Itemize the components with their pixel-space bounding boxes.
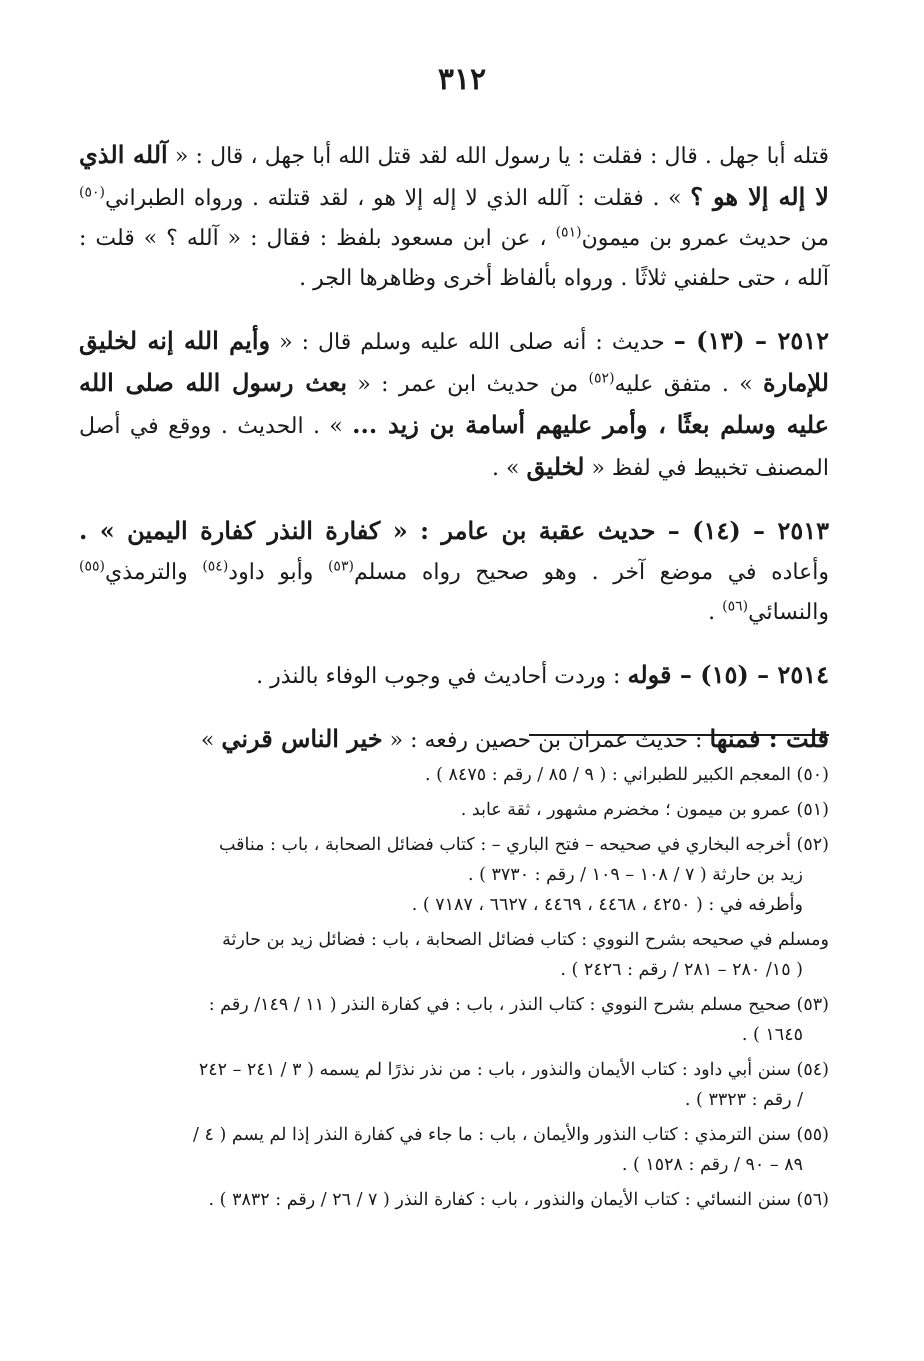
footnote-line: (٥٢) أخرجه البخاري في صحيحه – فتح الباري – : كتاب فضائل الصحابة ، باب : مناقب (218, 835, 829, 855)
entry-heading: قلت : فمنها (709, 724, 829, 753)
footnote-divider (529, 734, 829, 736)
footnote-line: (٥٦) سنن النسائي : كتاب الأيمان والنذور ، باب : كفارة النذر ( ٧ / ٢٦ / رقم : ٣٨٣٢ ) . (208, 1190, 829, 1210)
text-run: والنسائي (748, 600, 829, 625)
footnote-51 (74, 795, 829, 825)
main-text (79, 135, 829, 783)
footnote-52 (74, 830, 829, 920)
text-run: حديث : أنه صلى الله عليه وسلم قال : « (270, 330, 674, 355)
text-run: » . متفق عليه (614, 372, 764, 397)
footnote-line: (٥٤) سنن أبي داود : كتاب الأيمان والنذور ، باب : من نذر نذرًا لم يسمه ( ٣ / ٢٤١ – ٢٤٢ (198, 1060, 829, 1080)
footnote-56 (74, 1185, 829, 1215)
text-run: قتله أبا جهل . قال : فقلت : يا رسول الله لقد قتل الله أبا جهل ، قال : « (167, 144, 829, 169)
text-run: من حديث عمرو بن ميمون (581, 226, 829, 251)
paragraph-2512 (79, 321, 829, 489)
text-run: من حديث ابن عمر : « (347, 372, 589, 397)
footnote-line: / رقم : ٣٣٢٣ ) . (684, 1090, 803, 1110)
paragraph-qultu (79, 719, 829, 761)
footnote-line: ومسلم في صحيحه بشرح النووي : كتاب فضائل الصحابة ، باب : فضائل زيد بن حارثة (222, 930, 829, 950)
footnote-line: (٥٣) صحيح مسلم بشرح النووي : كتاب النذر ، باب : في كفارة النذر ( ١١ / ١٤٩/ رقم : (208, 995, 829, 1015)
footnote-ref: (٥٤) (202, 558, 229, 575)
footnote-line: ٨٩ – ٩٠ / رقم : ١٥٢٨ ) . (621, 1155, 803, 1175)
footnote-ref: (٥١) (555, 224, 582, 241)
text-run: » . فقلت : آلله الذي لا إله إلا هو ، لقد قتلته . ورواه الطبراني (104, 186, 691, 211)
entry-heading: ٢٥١٣ – (١٤) – حديث عقبة بن عامر : « كفارة النذر كفارة اليمين » . (79, 516, 829, 545)
quoted-hadith: آلله الذي لا إله إلا هو ؟ (79, 140, 829, 211)
footnote-ref: (٥٠) (79, 184, 105, 201)
paragraph-2513 (79, 511, 829, 633)
text-run: وأعاده في موضع آخر . وهو صحيح رواه مسلم (353, 560, 829, 585)
text-run: » (200, 728, 222, 753)
footnote-54 (74, 1055, 829, 1115)
footnote-50 (74, 760, 829, 790)
text-run: » . الحديث . ووقع في أصل المصنف تخبيط في لفظ « (79, 414, 829, 481)
paragraph-2514 (79, 655, 829, 697)
footnote-ref: (٥٦) (722, 598, 749, 615)
footnote-52-muslim (74, 925, 829, 985)
footnote-line: وأطرفه في : ( ٤٢٥٠ ، ٤٤٦٨ ، ٤٤٦٩ ، ٦٦٢٧ ، ٧١٨٧ ) . (411, 895, 803, 915)
quoted-word: لخليق (526, 452, 585, 481)
text-run: ، عن ابن مسعود بلفظ : فقال : « آلله ؟ » قلت : آلله ، حتى حلفني ثلاثًا . ورواه بألفاظ أخرى وظاهرها الجر . (79, 226, 829, 291)
entry-number: ٢٥١٢ – (١٣) – (673, 326, 829, 355)
paragraph-1 (79, 135, 829, 299)
footnote-ref: (٥٣) (327, 558, 354, 575)
footnote-line: زيد بن حارثة ( ٧ / ١٠٨ – ١٠٩ / رقم : ٣٧٣٠ ) . (467, 865, 803, 885)
footnote-line: (٥٠) المعجم الكبير للطبراني : ( ٩ / ٨٥ / رقم : ٨٤٧٥ ) . (425, 765, 829, 785)
text-run: : وردت أحاديث في وجوب الوفاء بالنذر . (256, 664, 628, 689)
text-run: » . (492, 456, 527, 481)
footnote-53 (74, 990, 829, 1050)
footnote-line: ( ١٥/ ٢٨٠ – ٢٨١ / رقم : ٢٤٢٦ ) . (560, 960, 803, 980)
entry-heading: ٢٥١٤ – (١٥) – قوله (627, 660, 829, 689)
footnote-55 (74, 1120, 829, 1180)
quoted-hadith: وأيم الله إنه لخليق للإمارة (79, 326, 829, 397)
quoted-hadith: بعث رسول الله صلى الله عليه وسلم بعثًا ، وأمر عليهم أسامة بن زيد ... (79, 368, 829, 439)
footnote-line: (٥١) عمرو بن ميمون ؛ مخضرم مشهور ، ثقة عابد . (460, 800, 829, 820)
text-run: . (708, 600, 723, 625)
footnotes (74, 760, 829, 1220)
footnote-ref: (٥٥) (79, 558, 105, 575)
footnote-line: ١٦٤٥ ) . (741, 1025, 803, 1045)
footnote-line: (٥٥) سنن الترمذي : كتاب النذور والأيمان ، باب : ما جاء في كفارة النذر إذا لم يسم ( ٤ / (193, 1125, 829, 1145)
page-number: ٣١٢ (437, 62, 487, 97)
text-run: وأبو داود (228, 560, 328, 585)
quoted-hadith: خير الناس قرني (221, 724, 383, 753)
text-run: : حديث عمران بن حصين رفعه : « (382, 728, 710, 753)
text-run: والترمذي (104, 560, 203, 585)
footnote-ref: (٥٢) (588, 370, 615, 387)
